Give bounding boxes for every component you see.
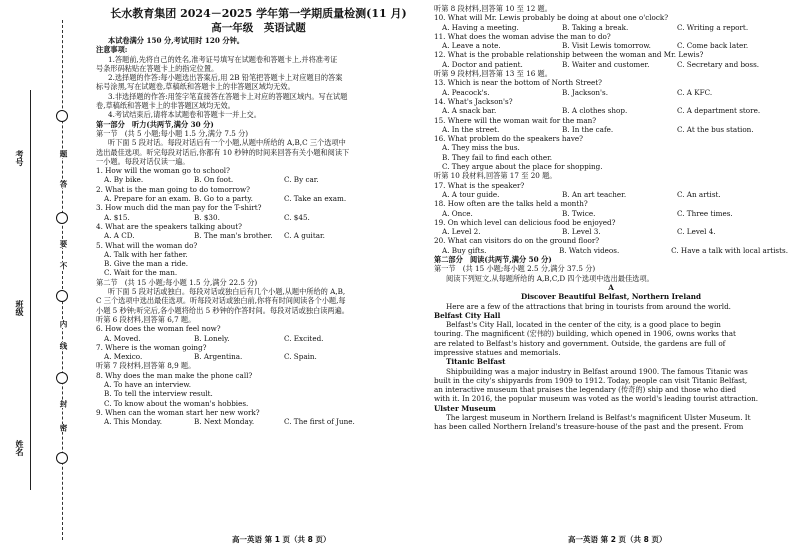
option: A. A tour guide. <box>442 189 500 199</box>
option: B. Next Monday. <box>194 417 255 427</box>
question: 14. What's Jackson's? <box>434 96 513 106</box>
instruction-line: 选出最佳选项。听完每段对话后,你都有 10 秒钟的时间来回答有关小题和阅读下 <box>96 147 350 157</box>
option: C. Excited. <box>284 333 324 343</box>
notice-line: 号条形码粘贴在答题卡上的指定位置。 <box>96 63 219 73</box>
option: A. By bike. <box>104 175 144 185</box>
question: 1. How will the woman go to school? <box>96 166 230 176</box>
passage-line: touring. The magnificent (宏伟的) building, which opened in 1906, owns works that <box>434 329 736 339</box>
option: C. Secretary and boss. <box>677 59 760 69</box>
question: 10. What will Mr. Lewis probably be doing at about one o'clock? <box>434 13 669 23</box>
question: 2. What is the man going to do tomorrow? <box>96 184 250 194</box>
option: C. Spain. <box>284 352 317 362</box>
option: B. Watch videos. <box>558 245 620 255</box>
option: C. Take an exam. <box>284 194 347 204</box>
seal-char: 密 <box>59 424 68 432</box>
passage-line: The largest museum in Northern Ireland is Belfast's magnificent Ulster Museum. It <box>446 413 751 423</box>
passage-letter: A <box>608 282 614 292</box>
options-row <box>434 246 788 255</box>
passage-line: Shipbuilding was a major industry in Belfast around 1900. The famous Titanic was <box>446 366 748 376</box>
option: A. $15. <box>104 212 130 222</box>
seal-char: 不 <box>59 262 68 270</box>
option: A. Talk with her father. <box>104 249 188 259</box>
option: C. Writing a report. <box>677 22 749 32</box>
passage-line: built in the city's shipyards from 1909 to 1912. Today, people can visit Titanic Belfast, <box>434 375 748 385</box>
option: C. A guitar. <box>284 231 325 241</box>
binding-margin <box>0 0 92 551</box>
notice-line: 2.选择题的作答:每小题选出答案后,用 2B 铅笔把答题卡上对应题目的答案 <box>108 73 343 83</box>
option: B. Taking a break. <box>562 22 629 32</box>
options-row <box>434 23 788 32</box>
options-row <box>96 194 421 203</box>
option: A. A CD. <box>104 231 135 241</box>
section-heading: 第二节 (共 15 小题;每小题 1.5 分,满分 22.5 分) <box>96 277 258 287</box>
options-row <box>434 190 788 199</box>
seal-char: 答 <box>59 180 68 188</box>
instruction-line: 小题 5 秒钟;听完后,各小题将给出 5 秒钟的作答时间。每段对话或独白读两遍。 <box>96 305 349 315</box>
option: B. Visit Lewis tomorrow. <box>562 41 651 51</box>
option: B. In the cafe. <box>562 124 614 134</box>
option: A. Doctor and patient. <box>442 59 523 69</box>
option: B. Level 3. <box>562 227 601 237</box>
name-label: 姓名 <box>15 440 24 456</box>
passage-line: impressive statues and memorials. <box>434 347 561 357</box>
options-row <box>434 106 788 115</box>
options-row <box>434 41 788 50</box>
seal-char: 线 <box>59 342 68 350</box>
option: A. They miss the bus. <box>442 143 520 153</box>
option: C. An artist. <box>677 189 721 199</box>
option: C. Level 4. <box>677 227 716 237</box>
options-row <box>434 209 788 218</box>
option: A. Once. <box>442 208 473 218</box>
option: B. Lonely. <box>194 333 230 343</box>
question: 5. What will the woman do? <box>96 240 198 250</box>
question: 11. What does the woman advise the man to do? <box>434 31 611 41</box>
binding-hole <box>56 290 68 302</box>
option: A. Leave a note. <box>442 41 501 51</box>
option: C. The first of June. <box>284 417 355 427</box>
question: 8. Why does the man make the phone call? <box>96 370 253 380</box>
passage-heading: Ulster Museum <box>434 403 496 413</box>
seal-char: 内 <box>59 320 68 328</box>
option: C. Wait for the man. <box>104 268 178 278</box>
option: B. Go to a party. <box>194 194 253 204</box>
options-row <box>434 227 788 236</box>
passage-line: are related to Belfast's history and government. Outside, the gardens are full of <box>434 338 726 348</box>
passage-heading: Titanic Belfast <box>446 357 506 367</box>
option: A. A snack bar. <box>442 106 497 116</box>
part-heading: 第一部分 听力(共两节,满分 30 分) <box>96 119 214 129</box>
question: 15. Where will the woman wait for the man? <box>434 115 597 125</box>
question: 7. Where is the woman going? <box>96 342 207 352</box>
option: B. An art teacher. <box>562 189 627 199</box>
material-heading: 听第 10 段材料,回答第 17 至 20 题。 <box>434 171 557 181</box>
option: A. In the street. <box>442 124 500 134</box>
notice-title: 注意事项: <box>96 45 128 55</box>
option: C. A department store. <box>677 106 761 116</box>
options-row <box>96 175 421 184</box>
options-row <box>434 88 788 97</box>
option: A. To have an interview. <box>104 379 192 389</box>
option: B. On foot. <box>194 175 234 185</box>
options-row <box>96 231 421 240</box>
option: A. Peacock's. <box>442 87 490 97</box>
exam-no-label: 考号 <box>15 150 24 166</box>
option: A. Moved. <box>104 333 141 343</box>
option: B. Argentina. <box>194 352 243 362</box>
option: B. $30. <box>194 212 220 222</box>
option: C. Come back later. <box>677 41 749 51</box>
instruction-line: C 三个选项中选出最佳选项。听每段对话或独白前,你将有时间阅读各个小题,每 <box>96 296 346 306</box>
section-heading: 第一节 (共 5 小题;每小题 1.5 分,满分 7.5 分) <box>96 128 249 138</box>
question: 13. Which is near the bottom of North Street? <box>434 78 602 88</box>
question: 16. What problem do the speakers have? <box>434 134 584 144</box>
material-heading: 听第 6 段材料,回答第 6,7 题。 <box>96 314 196 324</box>
option: C. Have a talk with local artists. <box>671 245 788 255</box>
seal-char: 题 <box>59 150 68 158</box>
options-row <box>96 334 421 343</box>
option: C. By car. <box>284 175 319 185</box>
option: B. Twice. <box>562 208 596 218</box>
options-row <box>96 352 421 361</box>
binding-hole <box>56 110 68 122</box>
question: 3. How much did the man pay for the T-shirt? <box>96 203 262 213</box>
options-row <box>434 60 788 69</box>
option: A. Level 2. <box>442 227 481 237</box>
question: 9. When can the woman start her new work? <box>96 407 260 417</box>
options-row <box>434 125 788 134</box>
option: B. Waiter and customer. <box>562 59 650 69</box>
notice-line: 4.考试结束后,请将本试题卷和答题卡一并上交。 <box>108 110 261 120</box>
binding-hole <box>56 212 68 224</box>
binding-hole <box>56 372 68 384</box>
passage-line: has been called Northern Ireland's treasure-house of the past and the present. From <box>434 422 744 432</box>
passage-line: Belfast's City Hall, located in the center of the city, is a good place to begin <box>446 320 721 330</box>
option: B. A clothes shop. <box>562 106 628 116</box>
score-note: 本试卷满分 150 分,考试用时 120 分钟。 <box>108 36 244 45</box>
page-footer: 高一英语 第 1 页（共 8 页） <box>232 535 331 544</box>
option: C. At the bus station. <box>677 124 754 134</box>
notice-line: 卷,草稿纸和答题卡上的非答题区域均无效。 <box>96 101 235 111</box>
option: C. To know about the woman's hobbies. <box>104 398 249 408</box>
instruction-line: 听下面 5 段对话。每段对话后有一个小题,从题中所给的 A,B,C 三个选项中 <box>108 138 346 148</box>
notice-line: 1.答题前,先将自己的姓名,准考证号填写在试题卷和答题卡上,并将准考证 <box>108 54 338 64</box>
question: 12. What is the probable relationship between the woman and Mr. Lewis? <box>434 50 704 60</box>
options-row <box>96 213 421 222</box>
seal-char: 要 <box>59 240 68 248</box>
material-heading: 听第 9 段材料,回答第 13 至 16 题。 <box>434 69 552 79</box>
option: A. Prepare for an exam. <box>104 194 191 204</box>
passage-line: with it. In 2016, the popular museum was voted as the world's leading tourist attraction. <box>434 394 759 404</box>
section-heading: 第一节 (共 15 小题;每小题 2.5 分,满分 37.5 分) <box>434 264 596 274</box>
option: A. Having a meeting. <box>442 22 519 32</box>
option: B. To tell the interview result. <box>104 389 213 399</box>
exam-subtitle: 高一年级 英语试题 <box>211 22 306 34</box>
write-line <box>30 90 31 490</box>
options-row <box>96 417 421 426</box>
question: 4. What are the speakers talking about? <box>96 221 243 231</box>
question: 6. How does the woman feel now? <box>96 324 221 334</box>
notice-line: 标号涂黑,写在试题卷,草稿纸和答题卡上的非答题区域均无效。 <box>96 82 295 92</box>
option: A. Mexico. <box>104 352 143 362</box>
option: A. Buy gifts. <box>442 245 487 255</box>
page-footer: 高一英语 第 2 页（共 8 页） <box>568 535 667 544</box>
passage-title: Discover Beautiful Belfast, Northern Ireland <box>521 292 701 302</box>
question: 18. How often are the talks held a month? <box>434 199 588 209</box>
class-label: 班级 <box>15 300 24 316</box>
right-page <box>428 0 794 551</box>
option: B. Jackson's. <box>562 87 608 97</box>
material-heading: 听第 7 段材料,回答第 8,9 题。 <box>96 361 196 371</box>
exam-title: 长水教育集团 2024－2025 学年第一学期质量检测(11 月) <box>110 7 407 20</box>
left-page <box>92 0 425 551</box>
option: A. This Monday. <box>104 417 163 427</box>
option: C. Three times. <box>677 208 733 218</box>
option: C. A KFC. <box>677 87 713 97</box>
part-heading: 第二部分 阅读(共两节,满分 50 分) <box>434 255 552 265</box>
passage-heading: Belfast City Hall <box>434 310 501 320</box>
option: C. They argue about the place for shopping. <box>442 162 603 172</box>
option: B. Give the man a ride. <box>104 259 189 269</box>
instruction-line: 一小题。每段对话仅读一遍。 <box>96 156 190 166</box>
instruction-line: 阅读下列短文,从每题所给的 A,B,C,D 四个选项中选出最佳选项。 <box>446 273 654 283</box>
question: 17. What is the speaker? <box>434 180 525 190</box>
instruction-line: 听下面 5 段对话或独白。每段对话或独白后有几个小题,从题中所给的 A,B, <box>108 287 346 297</box>
option: C. $45. <box>284 212 310 222</box>
seal-char: 封 <box>59 400 68 408</box>
passage-intro: Here are a few of the attractions that bring in tourists from around the world. <box>446 301 731 311</box>
option: B. They fail to find each other. <box>442 152 553 162</box>
question: 20. What can visitors do on the ground floor? <box>434 236 600 246</box>
question: 19. On which level can delicious food be enjoyed? <box>434 217 616 227</box>
material-heading: 听第 8 段材料,回答第 10 至 12 题。 <box>434 4 552 13</box>
option: B. The man's brother. <box>194 231 273 241</box>
notice-line: 3.非选择题的作答:用签字笔直接答在答题卡上对应的答题区域内。写在试题 <box>108 91 348 101</box>
binding-hole <box>56 452 68 464</box>
passage-line: an interactive museum that praises the legendary (传奇的) ship and those who died <box>434 385 737 395</box>
